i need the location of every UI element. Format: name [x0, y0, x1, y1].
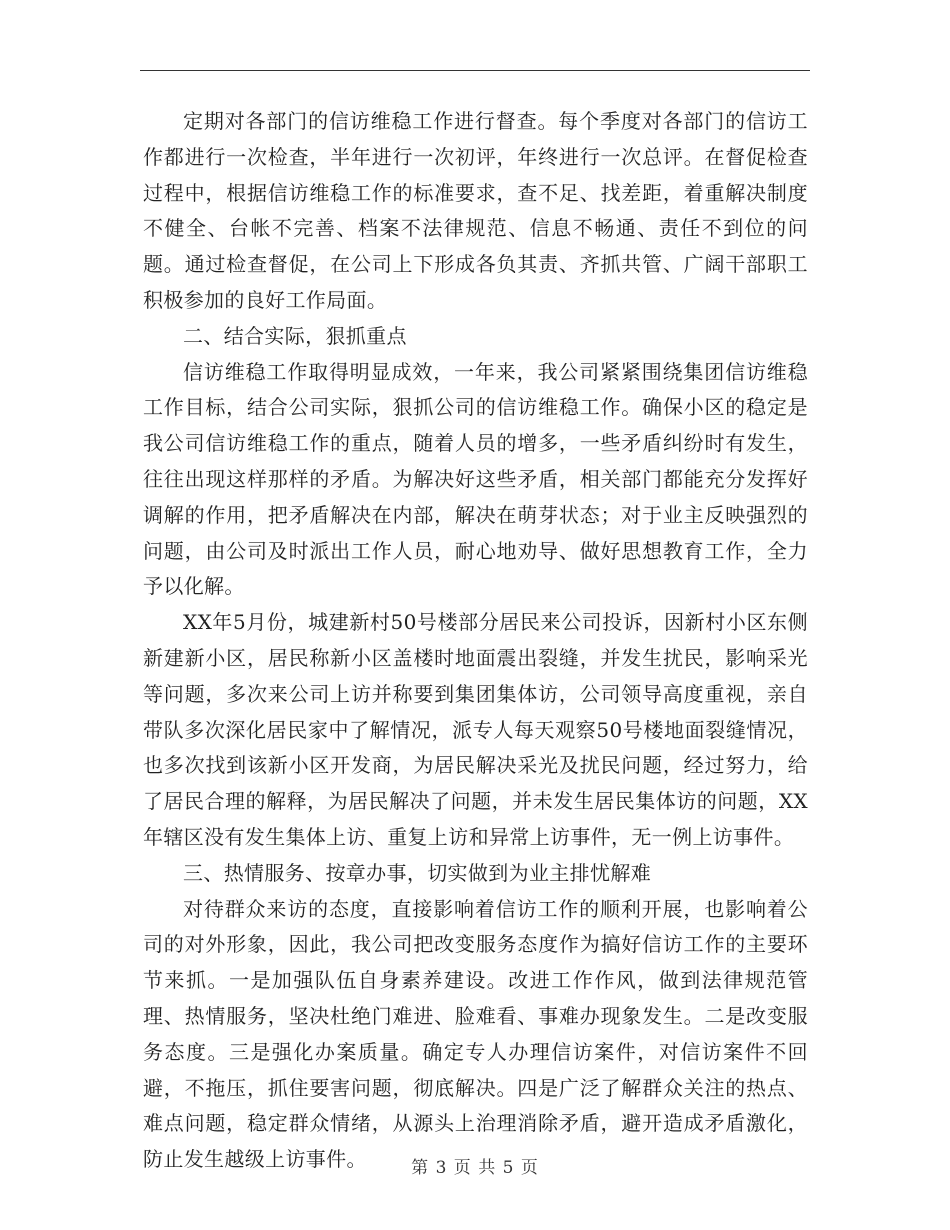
document-body — [143, 104, 808, 1178]
section-heading-2: 二、结合实际，狠抓重点 — [183, 323, 407, 348]
section-heading-3: 三、热情服务、按章办事，切实做到为业主排忧解难 — [183, 860, 652, 885]
paragraph-supervision: 定期对各部门的信访维稳工作进行督查。每个季度对各部门的信访工作都进行一次检查，半年进行一次初评，年终进行一次总评。在督促检查过程中，根据信访维稳工作的标准要求，查不足、找差距，着重解决制度不健全、台帐不完善、档案不法律规范、信息不畅通、责任不到位的问题。通过检查督促，在公司上下形成各负其责、齐抓共管、广阔干部职工积极参加的良好工作局面。 — [143, 109, 808, 312]
paragraph-service-attitude: 对待群众来访的态度，直接影响着信访工作的顺利开展，也影响着公司的对外形象，因此，我公司把改变服务态度作为搞好信访工作的主要环节来抓。一是加强队伍自身素养建设。改进工作作风，做到法律规范管理、热情服务，坚决杜绝门难进、脸难看、事难办现象发生。二是改变服务态度。三是强化办案质量。确定专人办理信访案件，对信访案件不回避，不拖压，抓住要害问题，彻底解决。四是广泛了解群众关注的热点、难点问题，稳定群众情绪，从源头上治理消除矛盾，避开造成矛盾激化，防止发生越级上访事件。 — [143, 896, 808, 1172]
header-rule — [140, 70, 810, 71]
paragraph-key-points: 信访维稳工作取得明显成效，一年来，我公司紧紧围绕集团信访维稳工作目标，结合公司实际，狠抓公司的信访维稳工作。确保小区的稳定是我公司信访维稳工作的重点，随着人员的增多，一些矛盾纠纷时有发生，往往出现这样那样的矛盾。为解决好这些矛盾，相关部门都能充分发挥好调解的作用，把矛盾解决在内部，解决在萌芽状态；对于业主反映强烈的问题，由公司及时派出工作人员，耐心地劝导、做好思想教育工作，全力予以化解。 — [143, 359, 808, 599]
page-footer: 第 3 页 共 5 页 — [411, 1158, 539, 1178]
paragraph-case-example: XX年5月份，城建新村50号楼部分居民来公司投诉，因新村小区东侧新建新小区，居民称新小区盖楼时地面震出裂缝，并发生扰民，影响采光等问题，多次来公司上访并称要到集团集体访，公司领导高度重视，亲自带队多次深化居民家中了解情况，派专人每天观察50号楼地面裂缝情况，也多次找到该新小区开发商，为居民解决采光及扰民问题，经过努力，给了居民合理的解释，为居民解决了问题，并未发生居民集体访的问题，XX年辖区没有发生集体上访、重复上访和异常上访事件，无一例上访事件。 — [143, 610, 808, 849]
